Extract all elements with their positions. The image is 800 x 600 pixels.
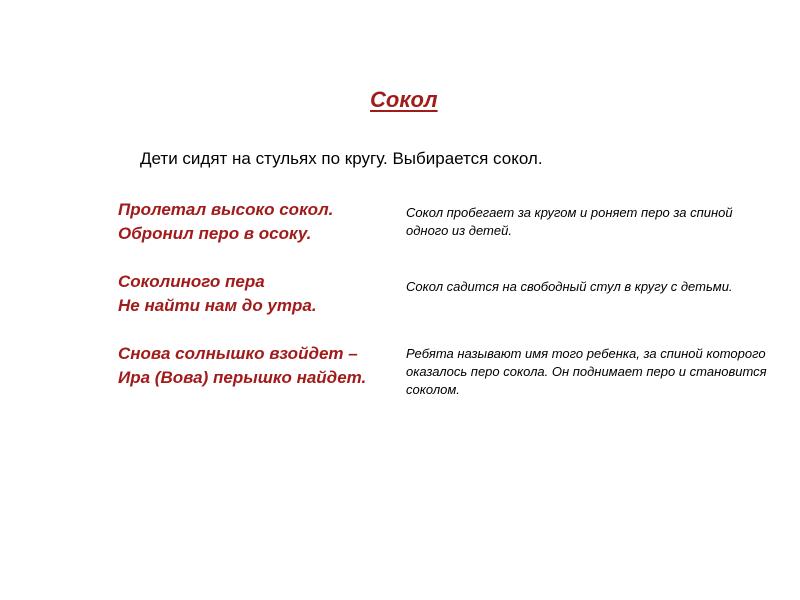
instruction-note: Сокол садится на свободный стул в кругу с детьми. <box>406 279 733 294</box>
poem-line: Снова солнышко взойдет – <box>118 344 358 363</box>
page-title: Сокол <box>370 87 438 112</box>
poem-line: Не найти нам до утра. <box>118 296 317 315</box>
poem-stanza <box>118 270 418 318</box>
poem-line: Соколиного пера <box>118 272 265 291</box>
intro-text: Дети сидят на стульях по кругу. Выбирается сокол. <box>140 149 543 168</box>
poem-line: Пролетал высоко сокол. <box>118 200 334 219</box>
poem <box>118 198 418 414</box>
instruction-note: Сокол пробегает за кругом и роняет перо за спиной одного из детей. <box>406 205 733 238</box>
poem-stanza <box>118 342 418 390</box>
poem-stanza <box>118 198 418 246</box>
poem-line: Ира (Вова) перышко найдет. <box>118 368 367 387</box>
instruction-note: Ребята называют имя того ребенка, за спиной которого оказалось перо сокола. Он поднимает перо и становится соколом. <box>406 346 767 397</box>
poem-line: Обронил перо в осоку. <box>118 224 312 243</box>
